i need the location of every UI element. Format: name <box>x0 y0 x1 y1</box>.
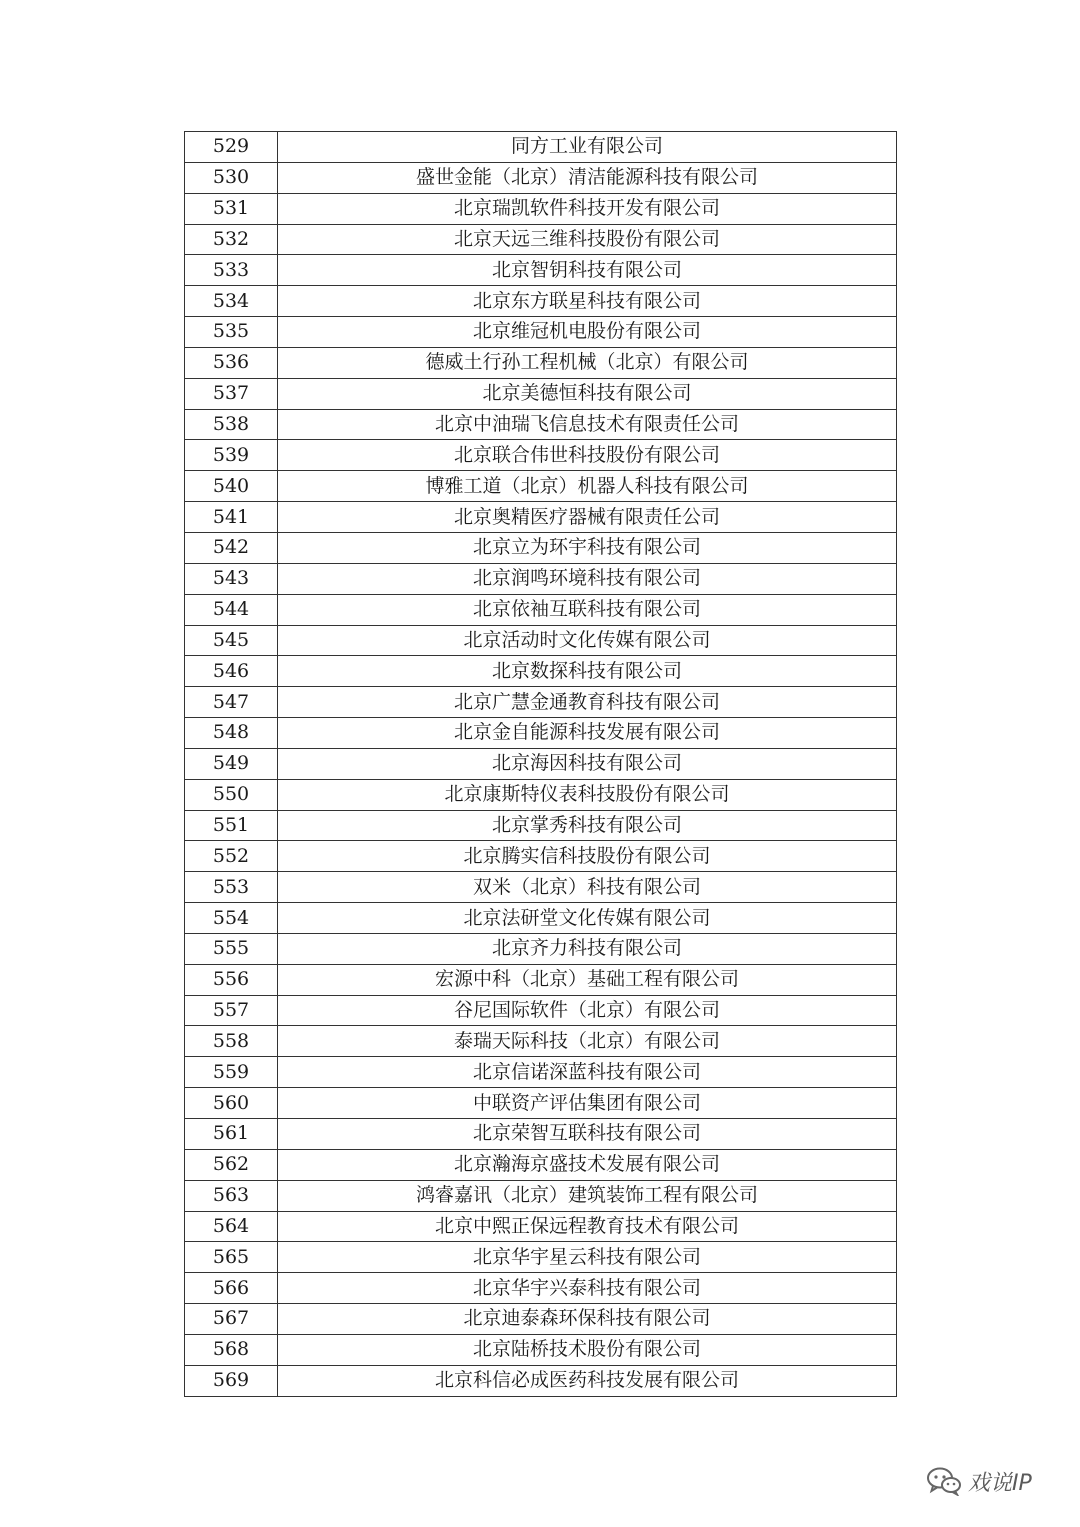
table-row <box>185 255 897 286</box>
company-name-cell: 北京中熙正保远程教育技术有限公司 <box>278 1211 897 1242</box>
row-number-cell: 539 <box>185 440 278 471</box>
table-row <box>185 471 897 502</box>
company-name-cell: 北京金自能源科技发展有限公司 <box>278 718 897 749</box>
wechat-icon <box>926 1466 962 1496</box>
table-row <box>185 224 897 255</box>
row-number-cell: 564 <box>185 1211 278 1242</box>
company-name-cell: 北京活动时文化传媒有限公司 <box>278 625 897 656</box>
table-row <box>185 347 897 378</box>
table-row <box>185 903 897 934</box>
company-list-table <box>184 131 897 1397</box>
table-row <box>185 964 897 995</box>
row-number-cell: 569 <box>185 1365 278 1396</box>
table-row <box>185 718 897 749</box>
row-number-cell: 546 <box>185 656 278 687</box>
row-number-cell: 558 <box>185 1026 278 1057</box>
company-name-cell: 双米（北京）科技有限公司 <box>278 872 897 903</box>
row-number-cell: 540 <box>185 471 278 502</box>
company-name-cell: 鸿睿嘉讯（北京）建筑装饰工程有限公司 <box>278 1180 897 1211</box>
row-number-cell: 551 <box>185 810 278 841</box>
watermark-text: 戏说IP <box>968 1470 1032 1496</box>
row-number-cell: 567 <box>185 1304 278 1335</box>
table-row <box>185 1057 897 1088</box>
table-row <box>185 286 897 317</box>
table-row <box>185 594 897 625</box>
table-row <box>185 162 897 193</box>
company-name-cell: 北京数探科技有限公司 <box>278 656 897 687</box>
row-number-cell: 562 <box>185 1149 278 1180</box>
row-number-cell: 563 <box>185 1180 278 1211</box>
table-row <box>185 687 897 718</box>
table-row <box>185 193 897 224</box>
row-number-cell: 561 <box>185 1119 278 1150</box>
table-row <box>185 1242 897 1273</box>
row-number-cell: 565 <box>185 1242 278 1273</box>
row-number-cell: 559 <box>185 1057 278 1088</box>
table-row <box>185 532 897 563</box>
table-row <box>185 810 897 841</box>
row-number-cell: 557 <box>185 995 278 1026</box>
row-number-cell: 533 <box>185 255 278 286</box>
company-name-cell: 同方工业有限公司 <box>278 132 897 163</box>
company-name-cell: 北京华宇兴泰科技有限公司 <box>278 1273 897 1304</box>
company-name-cell: 北京润鸣环境科技有限公司 <box>278 563 897 594</box>
row-number-cell: 535 <box>185 317 278 348</box>
row-number-cell: 529 <box>185 132 278 163</box>
company-name-cell: 北京海因科技有限公司 <box>278 748 897 779</box>
company-name-cell: 中联资产评估集团有限公司 <box>278 1088 897 1119</box>
company-name-cell: 泰瑞天际科技（北京）有限公司 <box>278 1026 897 1057</box>
table-row <box>185 378 897 409</box>
row-number-cell: 536 <box>185 347 278 378</box>
company-name-cell: 北京广慧金通教育科技有限公司 <box>278 687 897 718</box>
company-name-cell: 谷尼国际软件（北京）有限公司 <box>278 995 897 1026</box>
company-name-cell: 北京东方联星科技有限公司 <box>278 286 897 317</box>
row-number-cell: 534 <box>185 286 278 317</box>
row-number-cell: 548 <box>185 718 278 749</box>
row-number-cell: 537 <box>185 378 278 409</box>
row-number-cell: 541 <box>185 502 278 533</box>
table-row <box>185 132 897 163</box>
row-number-cell: 553 <box>185 872 278 903</box>
table-row <box>185 1088 897 1119</box>
company-name-cell: 北京荣智互联科技有限公司 <box>278 1119 897 1150</box>
company-name-cell: 北京齐力科技有限公司 <box>278 933 897 964</box>
table-row <box>185 625 897 656</box>
table-row <box>185 1149 897 1180</box>
table-row <box>185 779 897 810</box>
company-name-cell: 北京陆桥技术股份有限公司 <box>278 1334 897 1365</box>
table-row <box>185 440 897 471</box>
company-name-cell: 北京腾实信科技股份有限公司 <box>278 841 897 872</box>
company-name-cell: 北京科信必成医药科技发展有限公司 <box>278 1365 897 1396</box>
table-row <box>185 1180 897 1211</box>
company-name-cell: 北京天远三维科技股份有限公司 <box>278 224 897 255</box>
row-number-cell: 547 <box>185 687 278 718</box>
row-number-cell: 530 <box>185 162 278 193</box>
table-row <box>185 995 897 1026</box>
table-row <box>185 409 897 440</box>
table-row <box>185 563 897 594</box>
table-row <box>185 502 897 533</box>
row-number-cell: 545 <box>185 625 278 656</box>
company-name-cell: 北京依袖互联科技有限公司 <box>278 594 897 625</box>
row-number-cell: 544 <box>185 594 278 625</box>
company-name-cell: 北京维冠机电股份有限公司 <box>278 317 897 348</box>
row-number-cell: 531 <box>185 193 278 224</box>
row-number-cell: 543 <box>185 563 278 594</box>
company-name-cell: 北京康斯特仪表科技股份有限公司 <box>278 779 897 810</box>
row-number-cell: 566 <box>185 1273 278 1304</box>
table-row <box>185 1304 897 1335</box>
table-row <box>185 656 897 687</box>
table-row <box>185 1119 897 1150</box>
company-name-cell: 北京智钥科技有限公司 <box>278 255 897 286</box>
row-number-cell: 549 <box>185 748 278 779</box>
company-name-cell: 德威土行孙工程机械（北京）有限公司 <box>278 347 897 378</box>
company-name-cell: 北京瀚海京盛技术发展有限公司 <box>278 1149 897 1180</box>
table-row <box>185 841 897 872</box>
table-row <box>185 1365 897 1396</box>
company-name-cell: 北京掌秀科技有限公司 <box>278 810 897 841</box>
company-name-cell: 北京法研堂文化传媒有限公司 <box>278 903 897 934</box>
row-number-cell: 556 <box>185 964 278 995</box>
table-row <box>185 1273 897 1304</box>
table-row <box>185 1334 897 1365</box>
row-number-cell: 550 <box>185 779 278 810</box>
table-row <box>185 748 897 779</box>
row-number-cell: 532 <box>185 224 278 255</box>
table-row <box>185 872 897 903</box>
company-name-cell: 北京立为环宇科技有限公司 <box>278 532 897 563</box>
company-name-cell: 北京中油瑞飞信息技术有限责任公司 <box>278 409 897 440</box>
row-number-cell: 554 <box>185 903 278 934</box>
company-name-cell: 宏源中科（北京）基础工程有限公司 <box>278 964 897 995</box>
row-number-cell: 560 <box>185 1088 278 1119</box>
row-number-cell: 555 <box>185 933 278 964</box>
row-number-cell: 542 <box>185 532 278 563</box>
company-list-body <box>185 132 897 1397</box>
watermark <box>926 1463 1032 1499</box>
company-name-cell: 北京美德恒科技有限公司 <box>278 378 897 409</box>
company-name-cell: 北京华宇星云科技有限公司 <box>278 1242 897 1273</box>
company-name-cell: 北京迪泰森环保科技有限公司 <box>278 1304 897 1335</box>
table-row <box>185 933 897 964</box>
table-row <box>185 1026 897 1057</box>
table-row <box>185 317 897 348</box>
company-name-cell: 北京瑞凯软件科技开发有限公司 <box>278 193 897 224</box>
table-row <box>185 1211 897 1242</box>
row-number-cell: 538 <box>185 409 278 440</box>
row-number-cell: 552 <box>185 841 278 872</box>
company-name-cell: 北京信诺深蓝科技有限公司 <box>278 1057 897 1088</box>
company-name-cell: 北京联合伟世科技股份有限公司 <box>278 440 897 471</box>
row-number-cell: 568 <box>185 1334 278 1365</box>
company-name-cell: 北京奥精医疗器械有限责任公司 <box>278 502 897 533</box>
company-name-cell: 博雅工道（北京）机器人科技有限公司 <box>278 471 897 502</box>
company-name-cell: 盛世金能（北京）清洁能源科技有限公司 <box>278 162 897 193</box>
